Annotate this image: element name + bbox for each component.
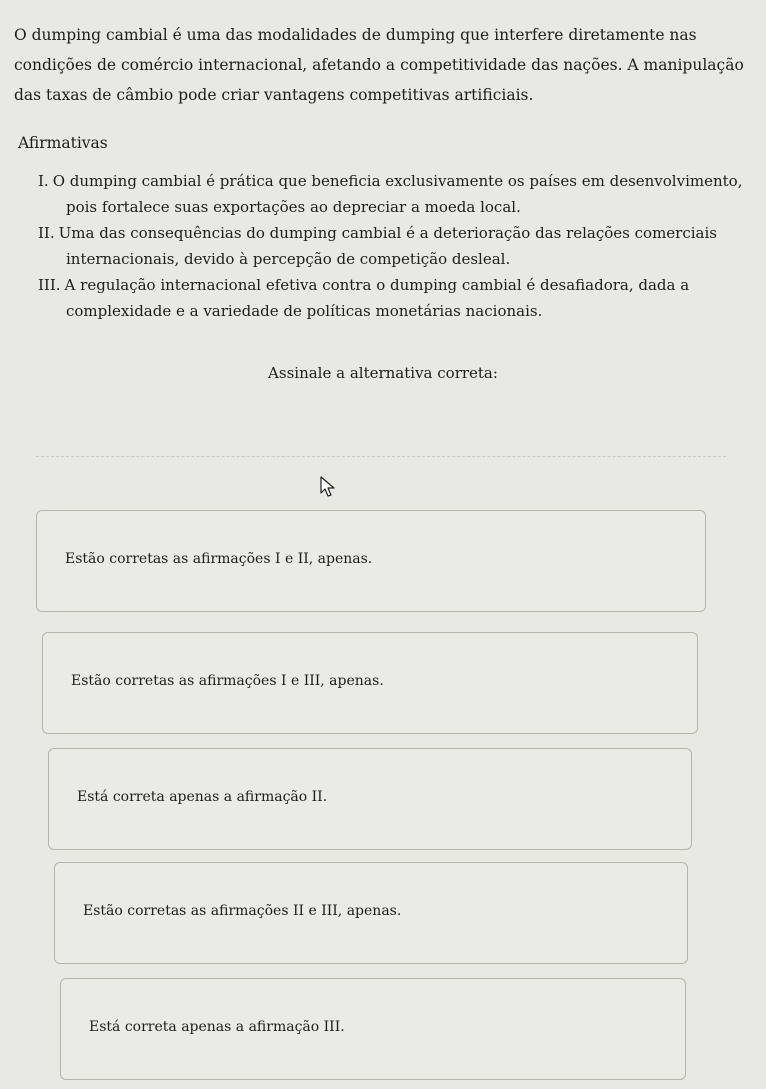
- answer-option-a[interactable]: [36, 510, 706, 612]
- answer-option-label: Está correta apenas a afirmação II.: [77, 789, 328, 805]
- question-prompt: Assinale a alternativa correta:: [268, 364, 498, 382]
- answer-option-d[interactable]: [54, 862, 688, 964]
- answer-option-label: Estão corretas as afirmações I e II, apenas.: [65, 551, 373, 567]
- statement-item: [38, 168, 758, 220]
- statement-number: I.: [38, 172, 49, 190]
- answer-option-label: Está correta apenas a afirmação III.: [89, 1019, 345, 1035]
- answer-option-e[interactable]: [60, 978, 686, 1080]
- statement-text: A regulação internacional efetiva contra o dumping cambial é desafiadora, dada a complexidade e a variedade de políticas monetárias nacionais.: [64, 276, 690, 320]
- question-intro: O dumping cambial é uma das modalidades de dumping que interfere diretamente nas condições de comércio internacional, afetando a competitividade das nações. A manipulação das taxas de câmbio pode criar vantagens competitivas artificiais.: [14, 26, 744, 104]
- statement-text: O dumping cambial é prática que beneficia exclusivamente os países em desenvolvimento, pois fortalece suas exportações ao depreciar a moeda local.: [52, 172, 743, 216]
- answer-option-label: Estão corretas as afirmações I e III, apenas.: [71, 673, 384, 689]
- answer-option-label: Estão corretas as afirmações II e III, apenas.: [83, 903, 402, 919]
- statements-list: [38, 168, 758, 324]
- mouse-pointer-icon: [320, 476, 336, 498]
- statement-item: [38, 220, 758, 272]
- divider: [36, 456, 726, 457]
- answer-option-b[interactable]: [42, 632, 698, 734]
- statement-number: III.: [38, 276, 61, 294]
- answer-option-c[interactable]: [48, 748, 692, 850]
- statement-text: Uma das consequências do dumping cambial é a deterioração das relações comerciais internacionais, devido à percepção de competição desleal.: [58, 224, 717, 268]
- statement-item: [38, 272, 758, 324]
- statement-number: II.: [38, 224, 55, 242]
- section-title-afirmativas: Afirmativas: [18, 134, 108, 152]
